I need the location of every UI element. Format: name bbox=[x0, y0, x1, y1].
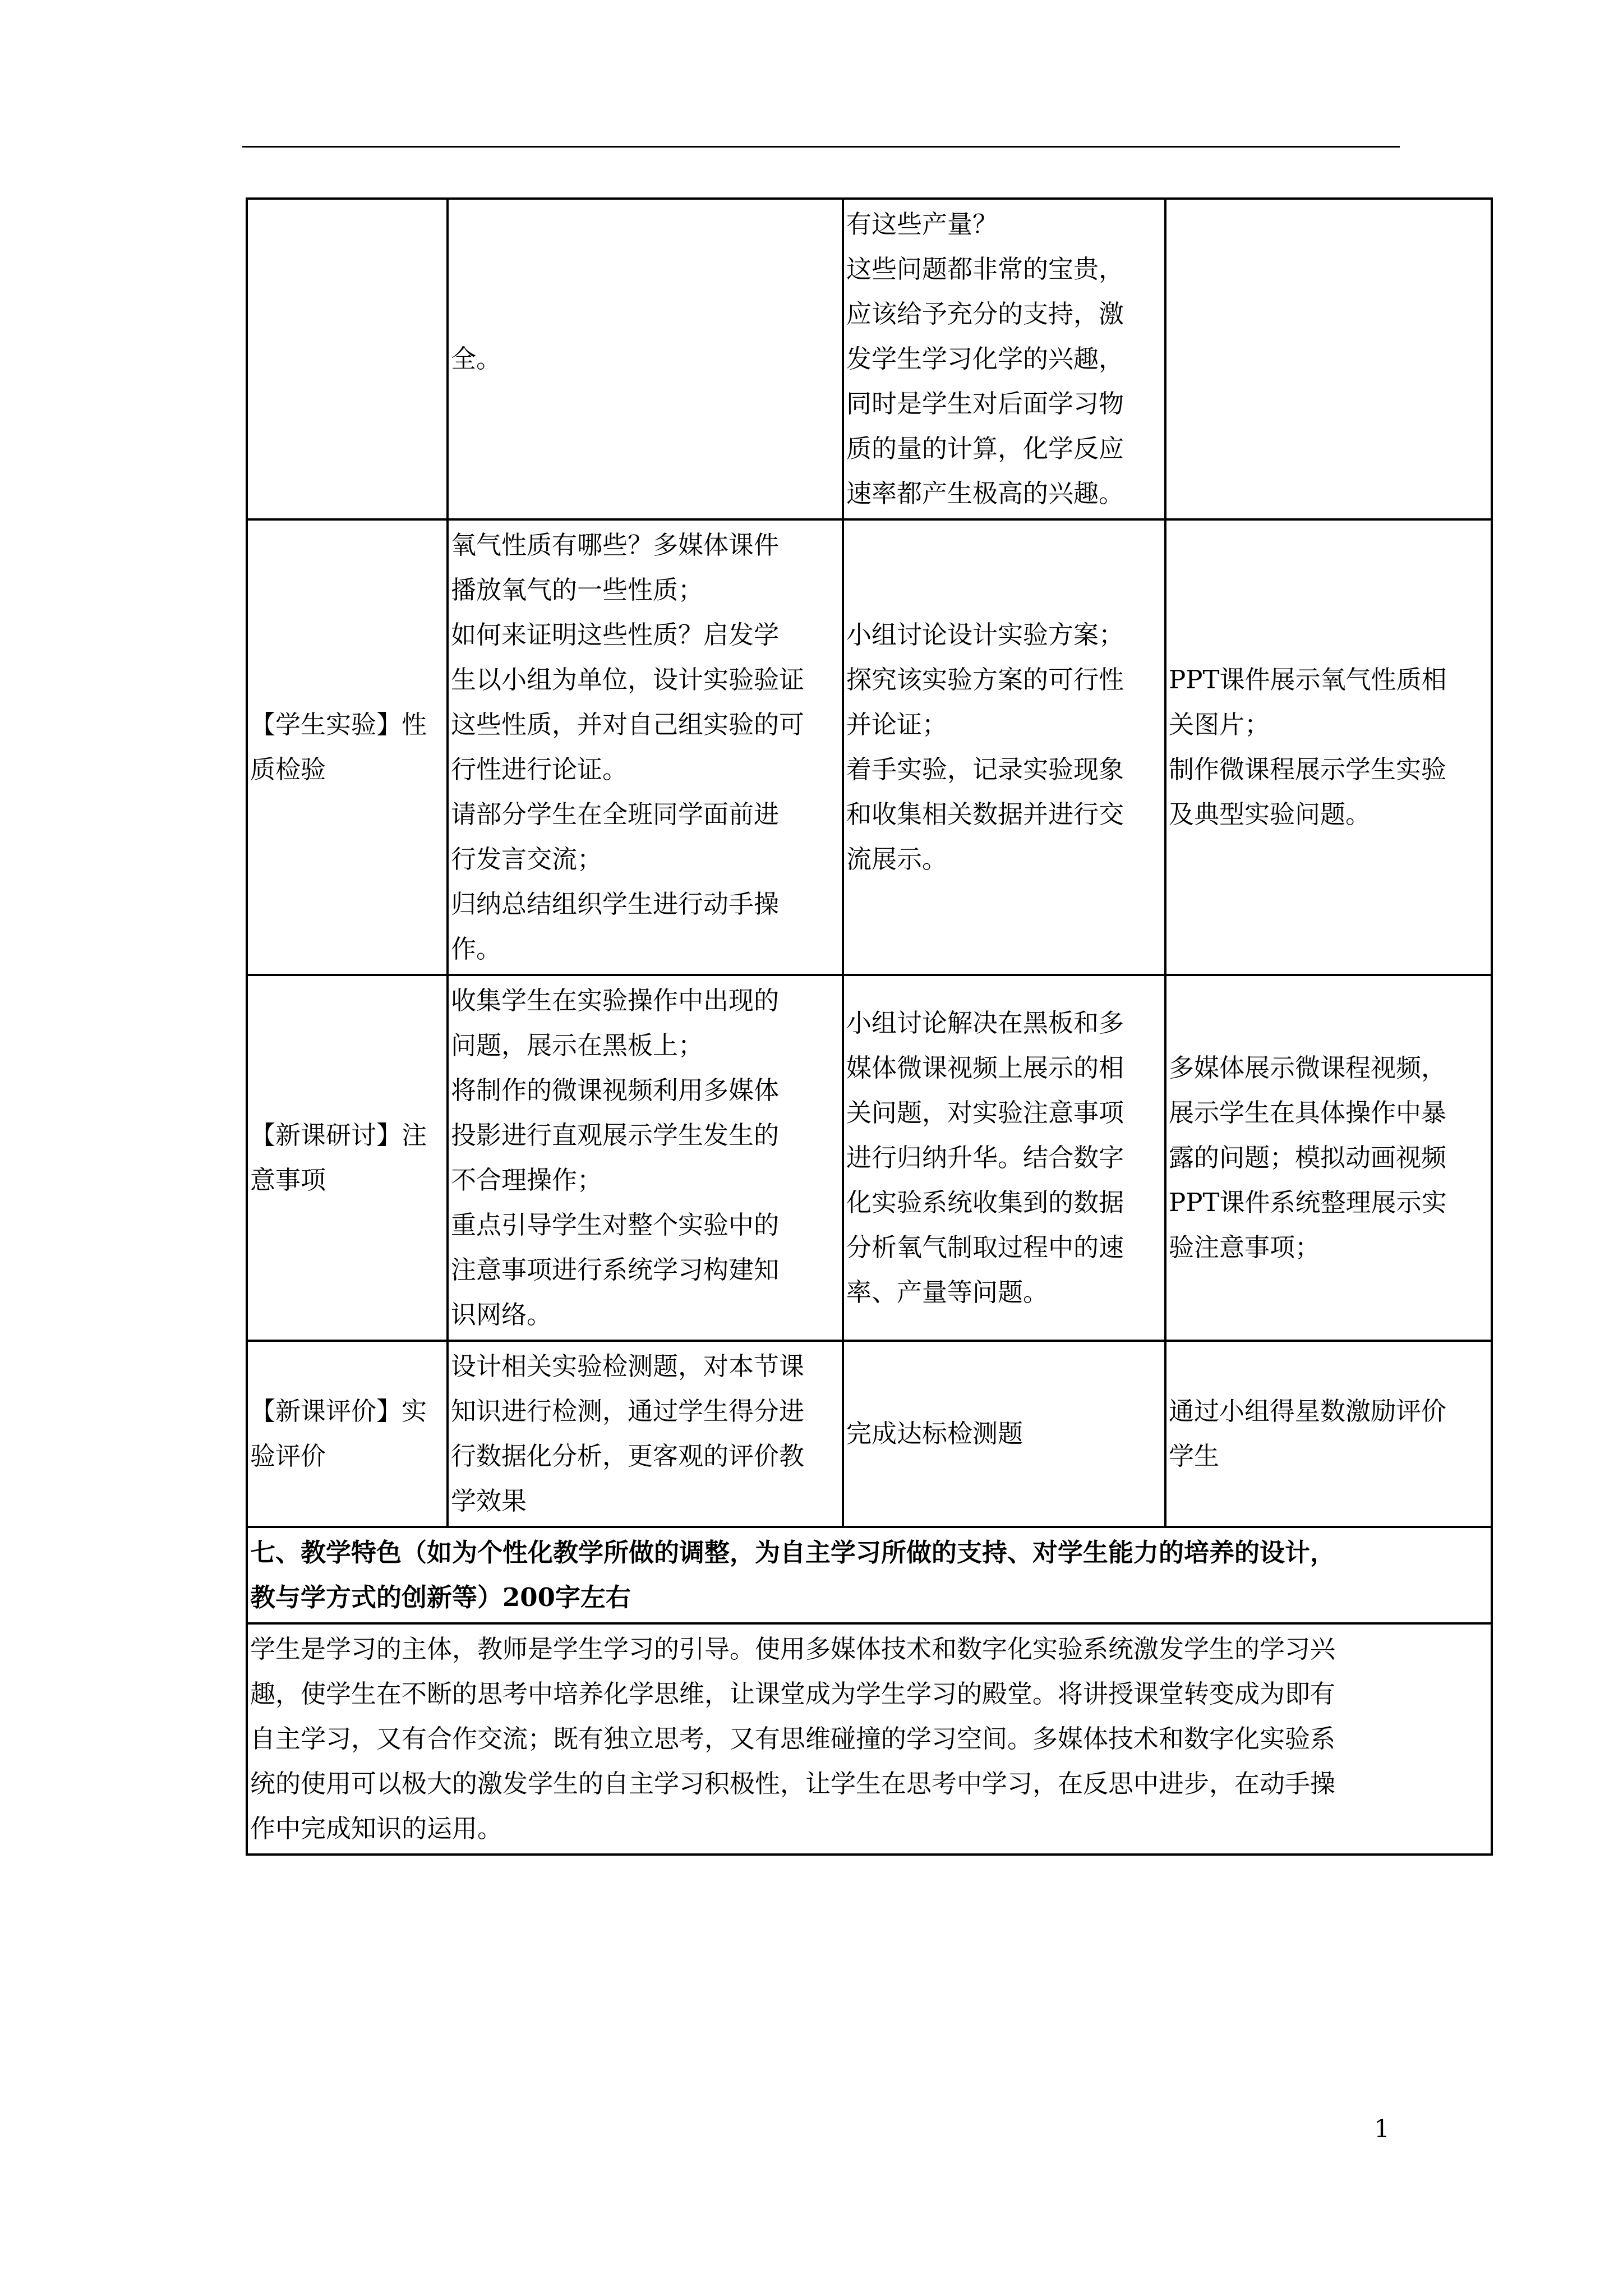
text-line: 分析氧气制取过程中的速 bbox=[846, 1232, 1124, 1262]
text-line: 化实验系统收集到的数据 bbox=[846, 1188, 1124, 1217]
text-line: 统的使用可以极大的激发学生的自主学习积极性，让学生在思考中学习，在反思中进步，在动手操 bbox=[250, 1769, 1336, 1798]
text-line: 并论证； bbox=[846, 710, 948, 739]
text-line: 展示学生在具体操作中暴 bbox=[1169, 1098, 1447, 1128]
text-line: 率、产量等问题。 bbox=[846, 1277, 1049, 1307]
text-line: 作。 bbox=[451, 934, 502, 964]
text-line: 行发言交流； bbox=[451, 844, 603, 874]
text-line: 投影进行直观展示学生发生的 bbox=[451, 1120, 780, 1150]
text-line: 多媒体展示微课程视频， bbox=[1169, 1053, 1447, 1083]
text-line: 【新课研讨】注 bbox=[250, 1120, 427, 1150]
table-row bbox=[247, 1341, 1492, 1527]
text-line: 和收集相关数据并进行交 bbox=[846, 799, 1124, 829]
text-line: 质检验 bbox=[250, 754, 326, 784]
text-line: 设计相关实验检测题，对本节课 bbox=[451, 1351, 805, 1381]
text-line: 氧气性质有哪些？多媒体课件 bbox=[451, 530, 780, 560]
text-line: 收集学生在实验操作中出现的 bbox=[451, 986, 780, 1015]
text-line: 重点引导学生对整个实验中的 bbox=[451, 1210, 780, 1240]
text-line: 注意事项进行系统学习构建知 bbox=[451, 1255, 780, 1285]
stage-cell bbox=[247, 1341, 448, 1527]
page-number: 1 bbox=[1374, 2115, 1390, 2143]
teacher-activity-cell bbox=[448, 519, 843, 975]
text-line: 小组讨论设计实验方案； bbox=[846, 620, 1124, 650]
text-line: 【学生实验】性 bbox=[250, 710, 427, 739]
table-row bbox=[247, 975, 1492, 1341]
teacher-activity-cell bbox=[448, 1341, 843, 1527]
text-line: 有这些产量？ bbox=[846, 209, 998, 239]
text-line: 归纳总结组织学生进行动手操 bbox=[451, 889, 780, 919]
text-line: 识网络。 bbox=[451, 1300, 552, 1329]
text-line: 验评价 bbox=[250, 1441, 326, 1471]
media-cell bbox=[1165, 1341, 1492, 1527]
text-line: 将制作的微课视频利用多媒体 bbox=[451, 1075, 780, 1105]
section7-heading-row bbox=[247, 1527, 1492, 1623]
text-line: 行性进行论证。 bbox=[451, 754, 628, 784]
text-line: 生以小组为单位，设计实验验证 bbox=[451, 665, 805, 694]
text-line: 学生是学习的主体，教师是学生学习的引导。使用多媒体技术和数字化实验系统激发学生的学习兴 bbox=[250, 1634, 1336, 1664]
section7-heading bbox=[247, 1527, 1492, 1623]
text-line: 请部分学生在全班同学面前进 bbox=[451, 799, 780, 829]
text-line: 速率都产生极高的兴趣。 bbox=[846, 478, 1124, 508]
text-line: PPT课件系统整理展示实 bbox=[1169, 1188, 1447, 1217]
table-row bbox=[247, 199, 1492, 519]
text-line: 同时是学生对后面学习物 bbox=[846, 389, 1124, 418]
media-cell bbox=[1165, 199, 1492, 519]
text-line: 关图片； bbox=[1169, 710, 1270, 739]
stage-cell bbox=[247, 519, 448, 975]
text-line: 应该给予充分的支持，激 bbox=[846, 299, 1124, 329]
text-line: 关问题，对实验注意事项 bbox=[846, 1098, 1124, 1128]
text-line: 探究该实验方案的可行性 bbox=[846, 665, 1124, 694]
teacher-activity-cell bbox=[448, 199, 843, 519]
text-line: 问题，展示在黑板上； bbox=[451, 1030, 704, 1060]
media-cell bbox=[1165, 519, 1492, 975]
media-cell bbox=[1165, 975, 1492, 1341]
text-line: 发学生学习化学的兴趣， bbox=[846, 344, 1124, 374]
text-line: 通过小组得星数激励评价 bbox=[1169, 1396, 1447, 1426]
text-line: PPT课件展示氧气性质相 bbox=[1169, 665, 1447, 694]
student-activity-cell bbox=[843, 1341, 1165, 1527]
text-line: 流展示。 bbox=[846, 844, 948, 874]
text-line: 不合理操作； bbox=[451, 1165, 603, 1195]
text-line: 七、教学特色（如为个性化教学所做的调整，为自主学习所做的支持、对学生能力的培养的设计， bbox=[250, 1538, 1336, 1567]
text-line: 着手实验，记录实验现象 bbox=[846, 754, 1124, 784]
text-line: 全。 bbox=[451, 344, 502, 374]
stage-cell bbox=[247, 199, 448, 519]
text-line: 露的问题；模拟动画视频 bbox=[1169, 1143, 1447, 1172]
text-line: 这些性质，并对自己组实验的可 bbox=[451, 710, 805, 739]
text-line: 这些问题都非常的宝贵， bbox=[846, 254, 1124, 284]
text-line: 进行归纳升华。结合数字 bbox=[846, 1143, 1124, 1172]
section7-body bbox=[247, 1623, 1492, 1855]
text-line: 行数据化分析，更客观的评价教 bbox=[451, 1441, 805, 1471]
text-line: 教与学方式的创新等）200字左右 bbox=[250, 1582, 631, 1612]
text-line: 完成达标检测题 bbox=[846, 1419, 1023, 1448]
text-line: 小组讨论解决在黑板和多 bbox=[846, 1008, 1124, 1038]
lesson-plan-table bbox=[246, 197, 1493, 1856]
text-line: 验注意事项； bbox=[1169, 1232, 1321, 1262]
header-rule bbox=[242, 146, 1400, 148]
teacher-activity-cell bbox=[448, 975, 843, 1341]
text-line: 作中完成知识的运用。 bbox=[250, 1814, 503, 1843]
text-line: 制作微课程展示学生实验 bbox=[1169, 754, 1447, 784]
text-line: 质的量的计算，化学反应 bbox=[846, 434, 1124, 463]
text-line: 如何来证明这些性质？启发学 bbox=[451, 620, 780, 650]
text-line: 及典型实验问题。 bbox=[1169, 799, 1371, 829]
text-line: 自主学习，又有合作交流；既有独立思考，又有思维碰撞的学习空间。多媒体技术和数字化实验系 bbox=[250, 1724, 1336, 1754]
text-line: 学效果 bbox=[451, 1486, 527, 1516]
table-row bbox=[247, 519, 1492, 975]
stage-cell bbox=[247, 975, 448, 1341]
text-line: 趣，使学生在不断的思考中培养化学思维，让课堂成为学生学习的殿堂。将讲授课堂转变成为即有 bbox=[250, 1679, 1336, 1709]
text-line: 【新课评价】实 bbox=[250, 1396, 427, 1426]
student-activity-cell bbox=[843, 199, 1165, 519]
student-activity-cell bbox=[843, 519, 1165, 975]
text-line: 知识进行检测，通过学生得分进 bbox=[451, 1396, 805, 1426]
text-line: 播放氧气的一些性质； bbox=[451, 575, 704, 605]
text-line: 意事项 bbox=[250, 1165, 326, 1195]
text-line: 媒体微课视频上展示的相 bbox=[846, 1053, 1124, 1083]
text-line: 学生 bbox=[1169, 1441, 1220, 1471]
section7-body-row bbox=[247, 1623, 1492, 1855]
student-activity-cell bbox=[843, 975, 1165, 1341]
